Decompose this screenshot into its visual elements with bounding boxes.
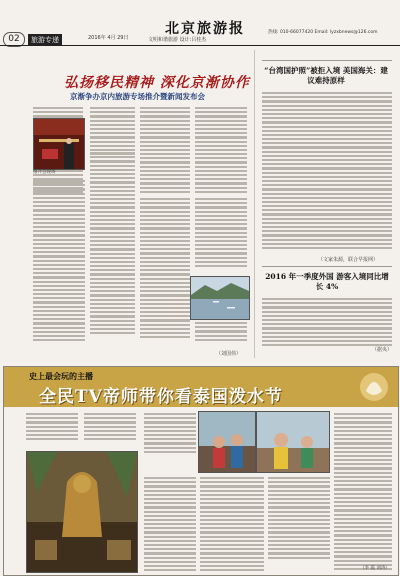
story1-author: （文家朱源，联合早报网）: [318, 257, 379, 263]
conference-photo: [33, 118, 85, 170]
photo-caption: 推介会现场: [33, 170, 56, 175]
feature-kicker: 史上最会玩的主播: [29, 371, 93, 381]
lead-body-col1b: [33, 178, 85, 346]
story2-author: （据央）: [372, 347, 393, 353]
water-festival-photo-2: [256, 411, 330, 473]
feature-body-col6: [200, 475, 264, 571]
right-rule-top: [262, 60, 392, 61]
story2-headline: 2016 年一季度外国 游客入境同比增长 4%: [265, 272, 389, 291]
lead-body-col2b: [90, 150, 135, 346]
header-rule: [0, 45, 400, 46]
page-number: 02: [3, 32, 25, 47]
feature-body-col2: [84, 411, 136, 449]
lake-photo: [190, 276, 250, 320]
lead-subheadline: 京渐争办京内旅游专场推介暨新闻发布会: [70, 92, 205, 101]
lead-body-col3b: [140, 196, 190, 346]
feature-author: （李 霞 刘涛）: [360, 566, 390, 571]
editor-line: 文明和谐旅游 设计:吕桂杰: [148, 37, 207, 43]
issue-date: 2016年 4月 29日: [88, 35, 129, 41]
lead-body-col3: [140, 105, 190, 193]
lead-body-col4b: [195, 196, 247, 274]
lead-author: （刘国伟）: [216, 351, 242, 357]
feature-body-col7: [268, 475, 330, 561]
feature-banner: [4, 367, 398, 407]
feature-body-col4: [334, 411, 392, 571]
column-divider: [254, 50, 255, 358]
story1-headline: “台湾国护照”被拒入境 美国海关：建议难持原样: [264, 66, 388, 85]
feature-body-col5: [144, 475, 196, 571]
lead-body-col4c: [195, 320, 247, 346]
story1-body: [262, 90, 392, 250]
story2-body: [262, 296, 392, 346]
feature-body-col3: [144, 411, 196, 469]
feature-headline: 全民TV帝师带你看泰国泼水节: [39, 387, 283, 407]
water-festival-photo-1: [198, 411, 256, 473]
water-splash-icon: [354, 369, 394, 405]
feature-box: [3, 366, 399, 576]
buddha-temple-photo: [26, 451, 138, 573]
paper-masthead: 北京旅游报: [165, 21, 245, 37]
page-header: [0, 0, 400, 44]
right-rule-mid: [262, 266, 392, 267]
feature-body-col1: [26, 411, 78, 449]
lead-body-col4: [195, 105, 247, 193]
contact-info: 热线: 010-66077420 Email: lyzxbnews@126.com: [268, 30, 378, 35]
lead-headline: 弘扬移民精神 深化京渐协作: [64, 75, 250, 91]
section-label: 旅游专递: [28, 34, 62, 46]
